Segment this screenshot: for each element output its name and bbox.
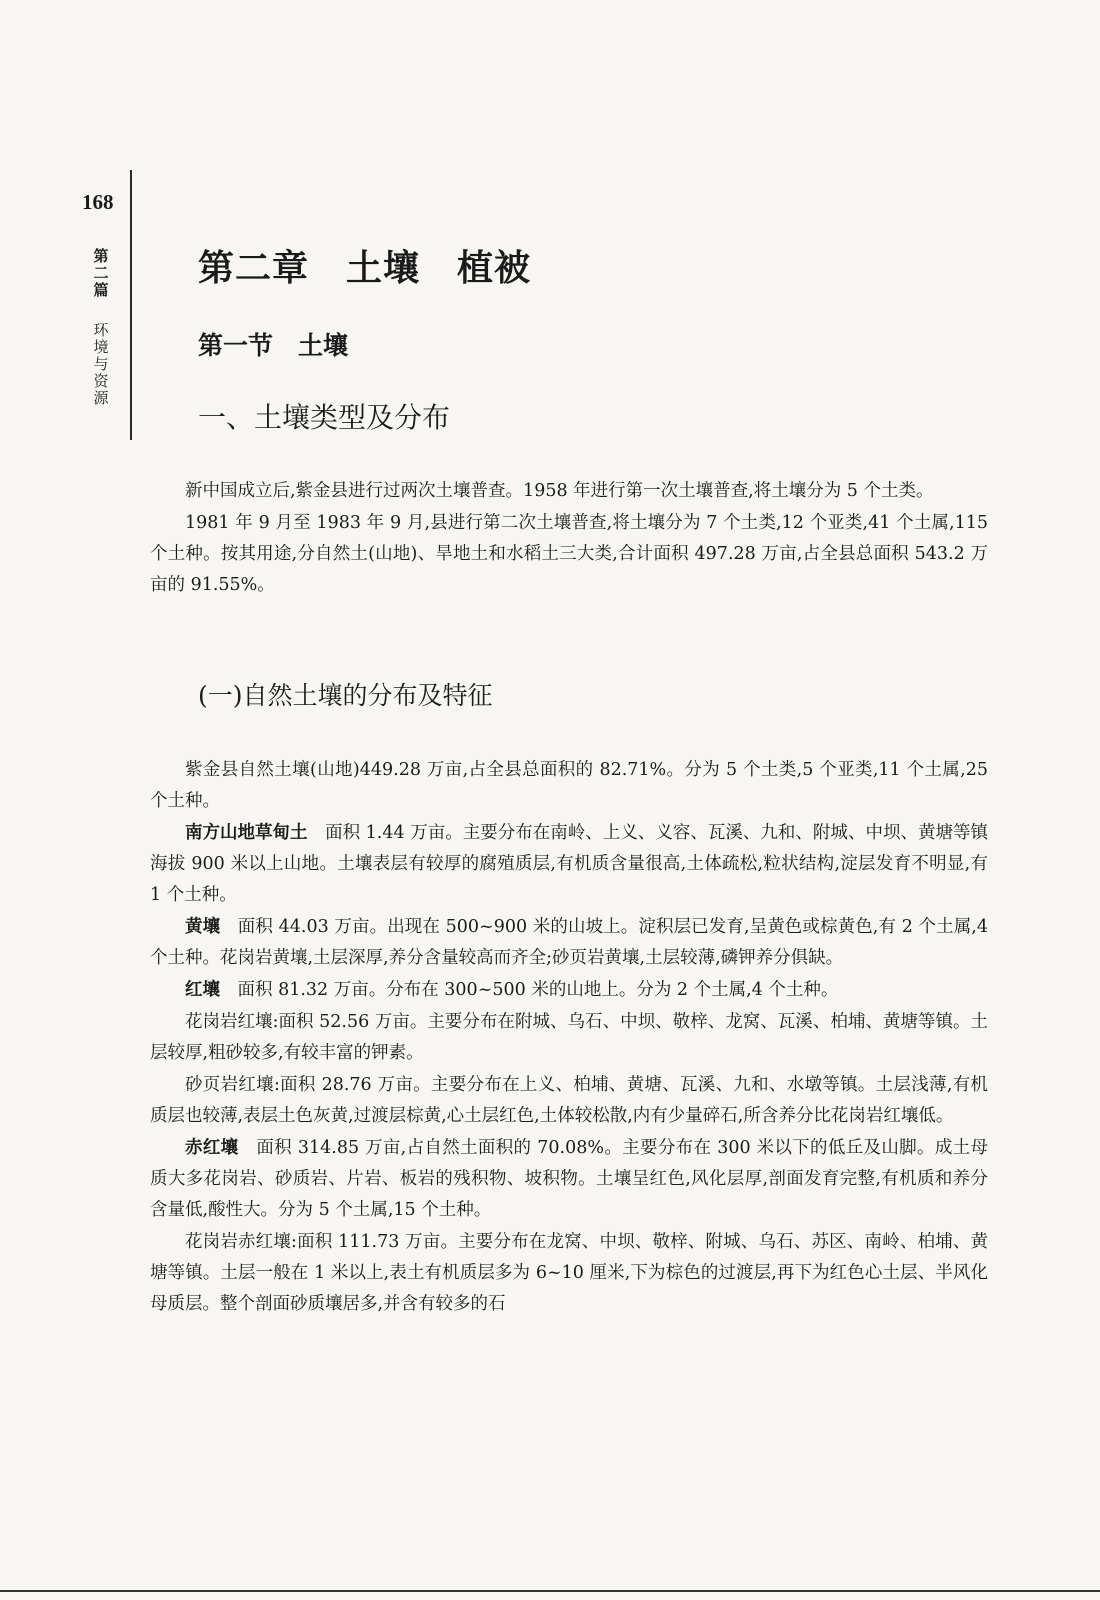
paragraph-text: 砂页岩红壤:面积 28.76 万亩。主要分布在上义、柏埔、黄塘、瓦溪、九和、水墩等镇。土层浅薄,有机质层也较薄,表层土色灰黄,过渡层棕黄,心土层红色,土体较松散,内有少量碎石,所含养分比花岗岩红壤低。 xyxy=(150,1075,988,1126)
paragraph xyxy=(150,912,988,974)
paragraph-text: 1981 年 9 月至 1983 年 9 月,县进行第二次土壤普查,将土壤分为 7 个土类,12 个亚类,41 个土属,115 个土种。按其用途,分自然土(山地)、旱地土和水稻土三大类,合计面积 497.28 万亩,占全县总面积 543.2 万亩的 91.55%。 xyxy=(150,513,988,595)
paragraph-text: 面积 44.03 万亩。出现在 500~900 米的山坡上。淀积层已发育,呈黄色或棕黄色,有 2 个土属,4 个土种。花岗岩黄壤,土层深厚,养分含量较高而齐全;砂页岩黄壤,土层较薄,磷钾养分俱缺。 xyxy=(150,917,988,968)
paragraph-text: 面积 314.85 万亩,占自然土面积的 70.08%。主要分布在 300 米以下的低丘及山脚。成土母质大多花岗岩、砂质岩、片岩、板岩的残积物、坡积物。土壤呈红色,风化层厚,剖面发育完整,有机质和养分含量低,酸性大。分为 5 个土属,15 个土种。 xyxy=(150,1138,988,1220)
paragraph xyxy=(150,1007,988,1069)
natural-soil-text xyxy=(150,755,988,1321)
margin-rule xyxy=(130,170,132,440)
paragraph xyxy=(150,975,988,1006)
paragraph xyxy=(150,1227,988,1320)
section-title: 第一节 土壤 xyxy=(198,331,349,360)
paragraph-lead: 赤红壤 xyxy=(185,1138,239,1158)
paragraph xyxy=(150,755,988,817)
paragraph-lead: 黄壤 xyxy=(185,917,221,937)
paragraph xyxy=(150,476,988,507)
bottom-rule xyxy=(0,1590,1100,1592)
intro-text xyxy=(150,476,988,602)
paragraph-text: 面积 81.32 万亩。分布在 300~500 米的山地上。分为 2 个土属,4 个土种。 xyxy=(220,980,839,1000)
paragraph-text: 新中国成立后,紫金县进行过两次土壤普查。1958 年进行第一次土壤普查,将土壤分为 5 个土类。 xyxy=(185,481,934,501)
page-number: 168 xyxy=(82,190,114,214)
paragraph-lead: 红壤 xyxy=(185,980,220,1000)
chapter-title: 第二章 土壤 植被 xyxy=(198,247,532,289)
section-label: 环境与资源 xyxy=(93,321,109,407)
paragraph xyxy=(150,818,988,911)
paragraph xyxy=(150,1133,988,1226)
paragraph xyxy=(150,1070,988,1132)
part-label: 第二篇 xyxy=(93,247,109,299)
paragraph-text: 花岗岩红壤:面积 52.56 万亩。主要分布在附城、乌石、中坝、敬梓、龙窝、瓦溪、柏埔、黄塘等镇。土层较厚,粗砂较多,有较丰富的钾素。 xyxy=(150,1012,988,1063)
paragraph-text: 紫金县自然土壤(山地)449.28 万亩,占全县总面积的 82.71%。分为 5 个土类,5 个亚类,11 个土属,25 个土种。 xyxy=(150,760,988,811)
paragraph-text: 花岗岩赤红壤:面积 111.73 万亩。主要分布在龙窝、中坝、敬梓、附城、乌石、苏区、南岭、柏埔、黄塘等镇。土层一般在 1 米以上,表土有机质层多为 6~10 厘米,下为棕色的过渡层,再下为红色心土层、半风化母质层。整个剖面砂质壤居多,并含有较多的石 xyxy=(150,1232,988,1314)
paragraph-text: 面积 1.44 万亩。主要分布在南岭、上义、义容、瓦溪、九和、附城、中坝、黄塘等镇海拔 900 米以上山地。土壤表层有较厚的腐殖质层,有机质含量很高,土体疏松,粒状结构,淀层发育不明显,有 1 个土种。 xyxy=(150,823,989,905)
subsubsection-title: (一)自然土壤的分布及特征 xyxy=(198,681,493,710)
paragraph-lead: 南方山地草甸土 xyxy=(185,823,308,843)
paragraph xyxy=(150,508,988,601)
subsection-title: 一、土壤类型及分布 xyxy=(198,401,451,434)
